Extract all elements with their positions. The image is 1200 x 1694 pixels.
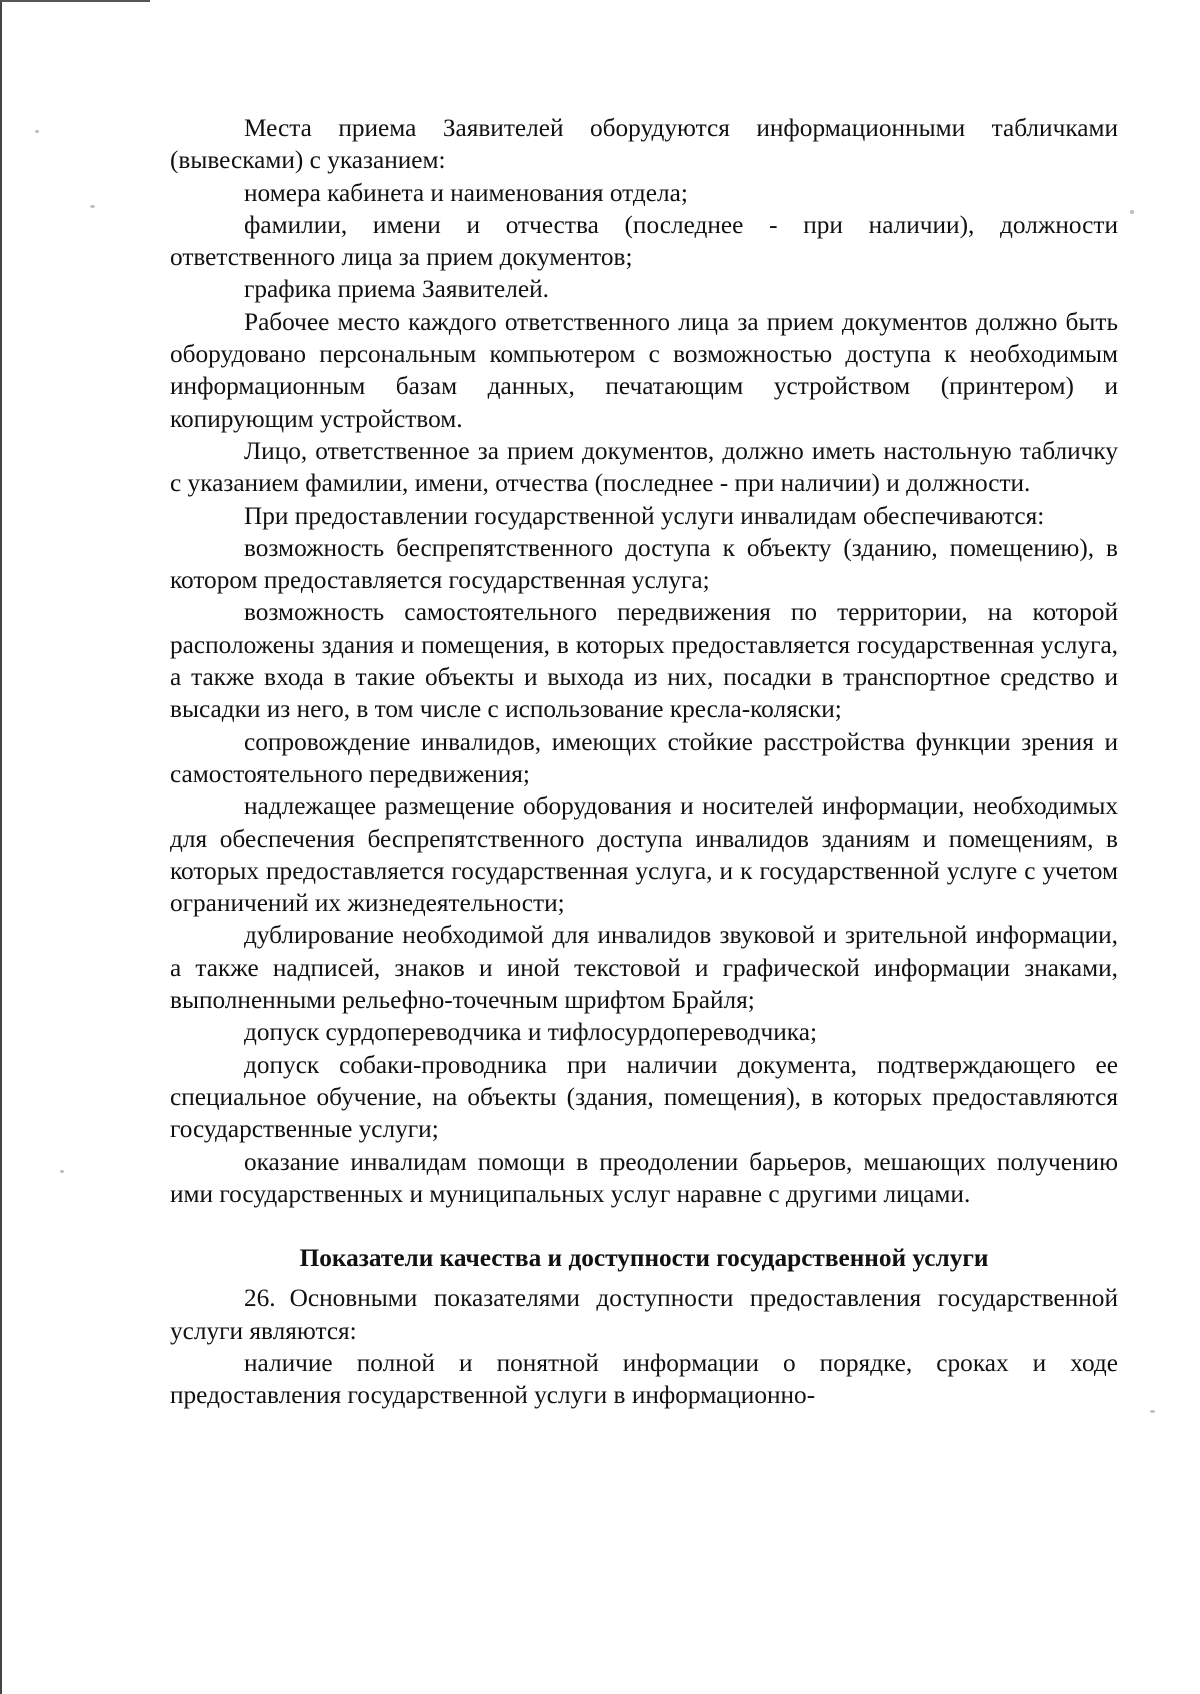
paragraph: Места приема Заявителей оборудуются информационными табличками (вывесками) с указанием: [170, 114, 1118, 175]
scan-edge-left [0, 0, 2, 1694]
list-item: наличие полной и понятной информации о порядке, сроках и ходе предоставления государственной услуги в информационно- [170, 1348, 1118, 1410]
list-item: допуск собаки-проводника при наличии документа, подтверждающего ее специальное обучение, на объекты (здания, помещения), в которых предоставляются государственные услуги; [170, 1050, 1118, 1144]
list-item: оказание инвалидам помощи в преодолении барьеров, мешающих получению ими государственных и муниципальных услуг наравне с другими лицами. [170, 1147, 1118, 1208]
section-heading: Показатели качества и доступности государственной услуги [299, 1244, 989, 1273]
paragraph: Лицо, ответственное за прием документов, должно иметь настольную табличку с указанием фамилии, имени, отчества (последнее - при наличии) и должности. [170, 436, 1118, 498]
list-item: графика приема Заявителей. [244, 275, 549, 304]
scan-speck [35, 130, 39, 133]
list-item: возможность самостоятельного передвижения по территории, на которой расположены здания и помещения, в которых предоставляется государственная услуга, а также входа в такие объекты и выхода из них, посадки в транспортное средство и высадки из него, в том числе с использование кресла-коляски; [170, 598, 1118, 724]
list-item: дублирование необходимой для инвалидов звуковой и зрительной информации, а также надписей, знаков и иной текстовой и графической информации знаками, выполненными рельефно-точечным шрифтом Брайля; [170, 921, 1118, 1015]
item-text: Основными показателями доступности предоставления государственной услуги являются: [170, 1284, 1118, 1345]
document-body [170, 112, 1118, 1412]
list-item: возможность беспрепятственного доступа к объекту (зданию, помещению), в котором предоставляется государственная услуга; [170, 533, 1118, 595]
scan-speck [1150, 1410, 1155, 1413]
item-number: 26. [244, 1284, 276, 1313]
numbered-paragraph [170, 1282, 1118, 1347]
scan-speck [60, 1170, 64, 1173]
list-item: номера кабинета и наименования отдела; [244, 178, 688, 207]
paragraph: Рабочее место каждого ответственного лица за прием документов должно быть оборудовано персональным компьютером с возможностью доступа к необходимым информационным базам данных, печатающим устройством (принтером) и копирующим устройством. [170, 307, 1118, 433]
list-item: сопровождение инвалидов, имеющих стойкие расстройства функции зрения и самостоятельного передвижения; [170, 727, 1118, 788]
list-item: фамилии, имени и отчества (последнее - при наличии), должности ответственного лица за прием документов; [170, 210, 1118, 272]
paragraph: При предоставлении государственной услуги инвалидам обеспечиваются: [244, 501, 1045, 530]
scan-speck [1130, 210, 1134, 214]
scan-edge-top [0, 0, 150, 2]
scan-speck [90, 205, 95, 208]
list-item: надлежащее размещение оборудования и носителей информации, необходимых для обеспечения беспрепятственного доступа инвалидов зданиям и помещениям, в которых предоставляется государственная услуга, и к государственной услуге с учетом ограничений их жизнедеятельности; [170, 792, 1118, 918]
list-item: допуск сурдопереводчика и тифлосурдопереводчика; [244, 1018, 817, 1047]
